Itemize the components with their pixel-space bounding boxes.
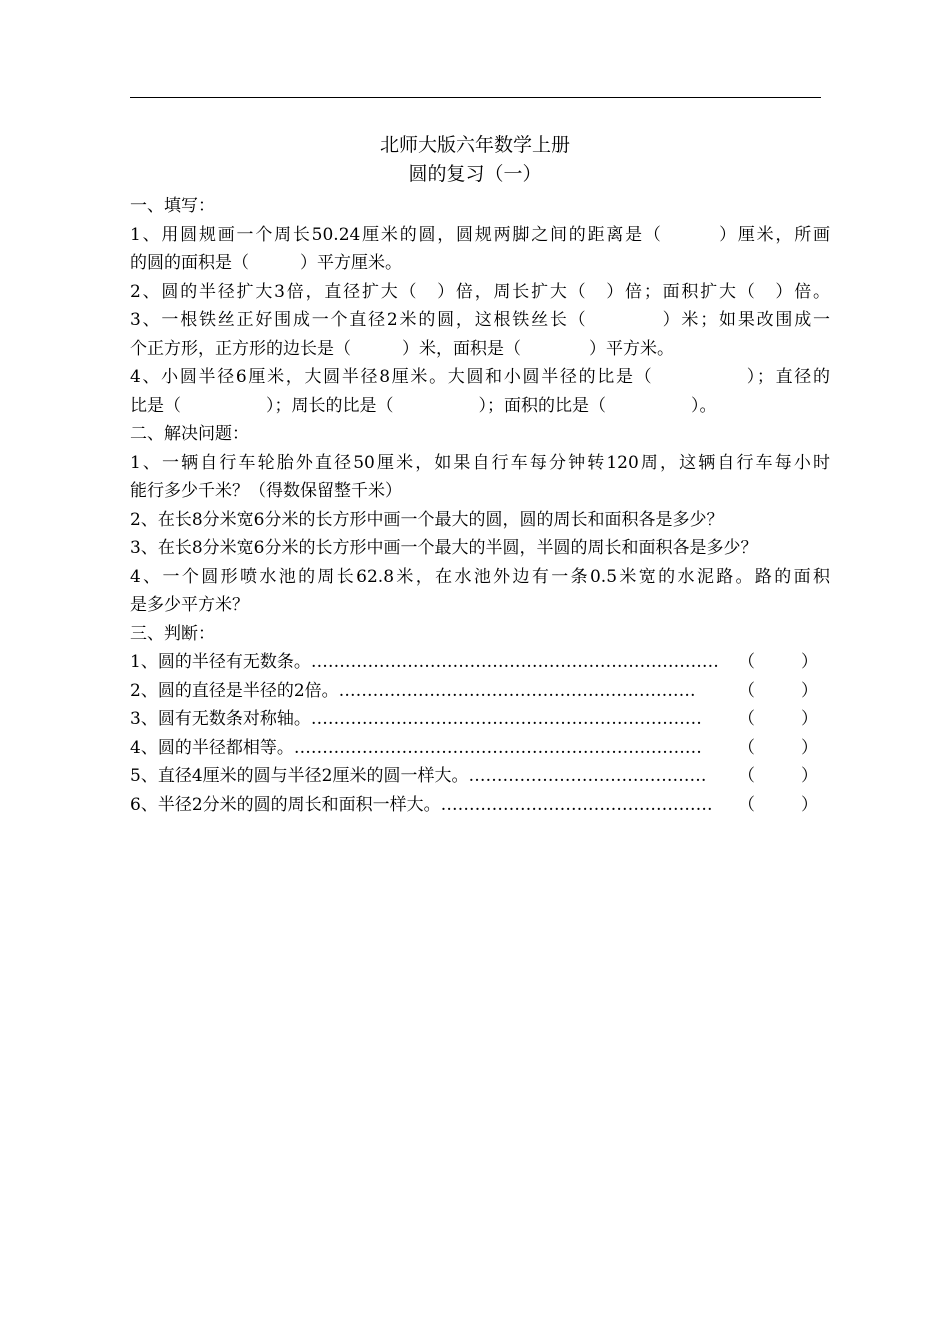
judge-item [130, 705, 830, 734]
paren-close: ） [801, 766, 818, 786]
section-heading-judge: 三、判断： [130, 623, 215, 644]
header-rule [130, 97, 821, 98]
paren-open: （ [738, 680, 755, 701]
fill-question-line: 个正方形，正方形的边长是（ ）米，面积是（ ）平方米。 [130, 338, 674, 359]
judge-statement: 1、圆的半径有无数条。……………………………………………………………… [130, 652, 719, 672]
judge-item [130, 648, 830, 677]
page-subtitle: 圆的复习（一） [408, 163, 542, 185]
paren-open: （ [738, 709, 755, 729]
judge-statement: 6、半径2分米的圆的周长和面积一样大。………………………………………… [130, 794, 713, 815]
fill-question-line: 2、圆的半径扩大3倍，直径扩大（ ）倍，周长扩大（ ）倍；面积扩大（ ）倍。 [130, 281, 830, 302]
paren-open: （ [738, 766, 755, 786]
paren-open: （ [738, 794, 755, 815]
paren-close: ） [801, 737, 818, 758]
answer-blank[interactable] [738, 762, 818, 791]
judge-statement: 4、圆的半径都相等。……………………………………………………………… [130, 737, 702, 758]
worksheet-content [130, 192, 830, 819]
judge-item [130, 677, 830, 706]
page-title: 北师大版六年数学上册 [379, 134, 570, 156]
paren-close: ） [801, 709, 818, 729]
paren-close: ） [801, 652, 818, 672]
section-heading-solve: 二、解决问题： [130, 424, 249, 444]
judge-statement: 2、圆的直径是半径的2倍。……………………………………………………… [130, 680, 696, 701]
judge-statement: 3、圆有无数条对称轴。…………………………………………………………… [130, 709, 702, 729]
judge-item [130, 791, 830, 820]
section-heading-fill: 一、填写： [130, 196, 215, 216]
solve-question-line: 4、一个圆形喷水池的周长62.8米，在水池外边有一条0.5米宽的水泥路。路的面积 [130, 566, 830, 587]
answer-blank[interactable] [738, 734, 818, 763]
solve-question-line: 1、一辆自行车轮胎外直径50厘米，如果自行车每分钟转120周，这辆自行车每小时 [130, 452, 830, 473]
judge-item [130, 762, 830, 791]
fill-question-line: 的圆的面积是（ ）平方厘米。 [130, 253, 402, 273]
answer-blank[interactable] [738, 791, 818, 820]
fill-question-line: 比是（ ）；周长的比是（ ）；面积的比是（ ）。 [130, 395, 717, 416]
judge-statement: 5、直径4厘米的圆与半径2厘米的圆一样大。…………………………………… [130, 766, 707, 786]
solve-question-line: 2、在长8分米宽6分米的长方形中画一个最大的圆，圆的周长和面积各是多少？ [130, 509, 724, 530]
paren-close: ） [801, 794, 818, 815]
answer-blank[interactable] [738, 677, 818, 706]
paren-open: （ [738, 652, 755, 672]
fill-question-line: 4、小圆半径6厘米，大圆半径8厘米。大圆和小圆半径的比是（ ）；直径的 [130, 367, 830, 387]
answer-blank[interactable] [738, 705, 818, 734]
solve-question-line: 3、在长8分米宽6分米的长方形中画一个最大的半圆，半圆的周长和面积各是多少？ [130, 538, 758, 558]
answer-blank[interactable] [738, 648, 818, 677]
solve-question-line: 是多少平方米？ [130, 595, 249, 615]
paren-close: ） [801, 680, 818, 701]
solve-question-line: 能行多少千米？（得数保留整千米） [130, 481, 402, 501]
fill-question-line: 3、一根铁丝正好围成一个直径2米的圆，这根铁丝长（ ）米；如果改围成一 [130, 310, 830, 330]
fill-question-line: 1、用圆规画一个周长50.24厘米的圆，圆规两脚之间的距离是（ ）厘米，所画 [130, 224, 830, 245]
judge-item [130, 734, 830, 763]
paren-open: （ [738, 737, 755, 758]
